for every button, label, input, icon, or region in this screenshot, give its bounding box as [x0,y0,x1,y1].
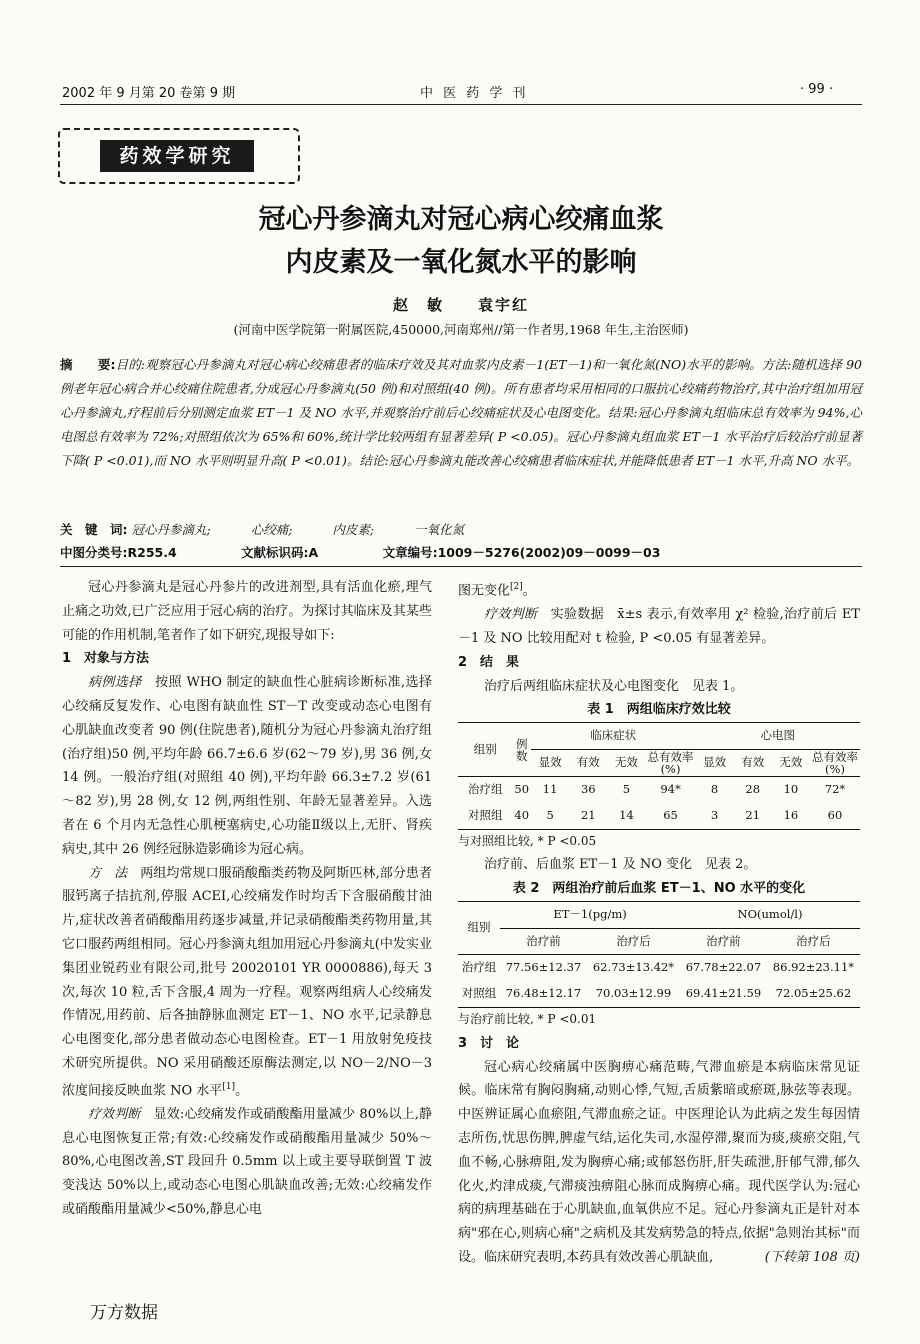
table-subheader: 有效 [576,755,600,769]
efficacy-label: 疗效判断 [88,1106,141,1122]
title-line-1: 冠心丹参滴丸对冠心病心绞痛血浆 [258,204,664,235]
method-paragraph: 方 法 两组均常规口服硝酸酯类药物及阿斯匹林,部分患者服钙离子拮抗剂,停服 ACEI,心绞痛发作时均舌下含服硝酸甘油片,症状改善者硝酸酯用药逐步减量,并记录硝酸酯类药物用量,其它口服药两组相同。冠心丹参滴丸组加用冠心丹参滴丸(中发实业集团业锐药业有限公司,批号 20020101 YR 0000886),每天 3 次,每次 10 粒,舌下含服,4 周为一疗程。观察两组病人心绞痛发作情况,用药前、后各抽静脉血测定 ET－1、NO 水平,记录静息心电图变化,部分患者做动态心电图检查。ET－1 用放射免疫技术研究所提供。NO 采用硝酸还原酶法测定,以 NO－2/NO－3 浓度间接反映血浆 NO 水平[1]。 [62,865,432,1099]
table-header: 例数 [512,723,531,777]
table1 [458,722,860,829]
wanfang-watermark: 万方数据 [90,1303,158,1323]
clc-number: 中图分类号:R255.4 [60,545,177,560]
table-subheader: 无效 [614,755,638,769]
table-row: 对照组 76.48±12.17 70.03±12.99 69.41±21.59 72.05±25.62 [458,981,860,1007]
table-subheader: 治疗前 [526,933,561,948]
method-label: 方 法 [88,865,128,881]
section-label: 药效学研究 [100,140,254,172]
abstract [60,353,862,473]
results-intro-2: 治疗前、后血浆 ET－1 及 NO 变化 见表 2。 [484,857,757,873]
keyword: 心绞痛; [250,522,293,537]
intro-paragraph: 冠心丹参滴丸是冠心丹参片的改进剂型,具有活血化瘀,理气止痛之功效,已广泛应用于冠心病的治疗。为探讨其临床及其某些可能的作用机制,笔者作了如下研究,现报导如下: [62,580,432,643]
table1-note: 与对照组比较, * P <0.05 [458,833,597,848]
header-rule [60,104,862,105]
case-selection-label: 病例选择 [88,675,142,691]
table2 [458,901,860,1008]
table-row: 对照组 40 5 21 14 65 3 21 16 60 [458,803,860,829]
statistics-paragraph: 疗效判断 实验数据 x̄±s 表示,有效率用 χ² 检验,治疗前后 ET－1 及 NO 比较用配对 t 检验, P <0.05 有显著差异。 [458,607,860,646]
table-row: 治疗组 50 11 36 5 94* 8 28 10 72* [467,781,846,796]
title-line-2: 内皮素及一氧化氮水平的影响 [285,247,637,278]
table-header: ET－1(pg/m) [500,901,680,928]
keywords-label: 关 键 词: [60,522,128,537]
table-subheader: 总有效率(%) [647,749,694,776]
table-subheader: 治疗前 [706,933,741,948]
heading-discussion: 3 讨 论 [458,1035,520,1051]
table2-caption: 表 2 两组治疗前后血浆 ET－1、NO 水平的变化 [512,881,806,897]
continued-note: (下转第 108 页) [764,1250,860,1266]
heading-results: 2 结 果 [458,654,520,670]
keyword: 冠心丹参滴丸; [131,522,211,537]
abstract-label: 摘 要: [60,357,116,372]
table-subheader: 治疗后 [796,933,831,948]
left-column [62,576,432,1222]
article-number: 文章编号:1009－5276(2002)09－0099－03 [382,545,661,560]
table-header: 临床症状 [531,723,695,750]
table-subheader: 有效 [741,755,765,769]
case-selection-paragraph: 病例选择 按照 WHO 制定的缺血性心脏病诊断标准,选择心绞痛反复发作、心电图有缺血性 ST－T 改变或动态心电图有心肌缺血改变者 90 例(住院患者),随机分为冠心丹参滴丸治疗组(治疗组)50 例,平均年龄 66.7±6.6 岁(62～79 岁),男 36 例,女 14 例。一般治疗组(对照组 40 例),平均年龄 66.3±7.2 岁(61～82 岁),男 28 例,女 12 例,两组性别、年龄无显著差异。入选者在 6 个月内无急性心肌梗塞病史,心功能Ⅱ级以上,无肝、肾疾病史,其中 26 例经冠脉造影确诊为冠心病。 [62,675,432,857]
discussion-paragraph: 冠心病心绞痛属中医胸痹心痛范畴,气滞血瘀是本病临床常见证候。临床常有胸闷胸痛,动则心悸,气短,舌质紫暗或瘀斑,脉弦等表现。中医辨证属心血瘀阻,气滞血瘀之证。中医理论认为此病之发生每因情志所伤,忧思伤脾,脾虚气结,运化失司,水湿停滞,聚而为痰,痰瘀交阻,气血不畅,心脉痹阻,发为胸痹心痛;或郁怒伤肝,肝失疏泄,肝郁气滞,郁久化火,灼津成痰,气滞痰浊痹阻心脉而成胸痹心痛。现代医学认为:冠心病的病理基础在于心肌缺血,血氧供应不足。冠心丹参滴丸正是针对本病"邪在心,则病心痛"之病机及其发病势急的特点,依据"急则治其标"而设。临床研究表明,本药具有效改善心肌缺血, (下转第 108 页) [458,1056,860,1270]
table-subheader: 显效 [538,755,562,769]
heading-methods: 1 对象与方法 [62,651,150,667]
table-subheader: 无效 [779,755,803,769]
affiliation: (河南中医学院第一附属医院,450000,河南郑州//第一作者男,1968 年生,主治医师) [233,322,689,337]
abstract-text: 目的:观察冠心丹参滴丸对冠心病心绞痛患者的临床疗效及其对血浆内皮素－1(ET－1)和一氧化氮(NO)水平的影响。方法:随机选择 90 例老年冠心病合并心绞痛住院患者,分成冠心丹参滴丸(50 例)和对照组(40 例)。所有患者均采用相同的口服抗心绞痛药物治疗,其中治疗组加用冠心丹参滴丸,疗程前后分别测定血浆 ET－1 及 NO 水平,并观察治疗前后心绞痛症状及心电图变化。结果:冠心丹参滴丸组临床总有效率为 94%,心电图总有效率为 72%;对照组依次为 65%和 60%,统计学比较两组有显著差异( P <0.05)。冠心丹参滴丸组血浆 ET－1 水平治疗后较治疗前显著下降( P <0.01),而 NO 水平则明显升高( P <0.01)。结论:冠心丹参滴丸能改善心绞痛患者临床症状,并能降低患者 ET－1 水平,升高 NO 水平。 [60,357,862,468]
keyword: 内皮素; [332,522,375,537]
table1-caption: 表 1 两组临床疗效比较 [587,702,731,718]
table-subheader: 总有效率(%) [812,749,858,776]
table-header: NO(umol/l) [680,901,860,928]
page-number: · 99 · [800,82,834,97]
journal-name: 中 医 药 学 刊 [420,86,529,101]
table2-note: 与治疗前比较, * P <0.01 [458,1012,597,1027]
table-subheader: 显效 [703,755,727,769]
citation: [1] [222,1081,236,1092]
citation: [2] [510,582,523,592]
abstract-rule [60,566,862,567]
journal-issue: 2002 年 9 月第 20 卷第 9 期 [62,86,236,101]
table-subheader: 治疗后 [616,933,651,948]
authors: 赵 敏 袁宇红 [392,296,529,314]
keyword: 一氧化氮 [414,522,465,537]
table-row: 治疗组 77.56±12.37 62.73±13.42* 67.78±22.07 86.92±23.11* [461,960,855,975]
right-column [458,576,860,1270]
results-intro-1: 治疗后两组临床症状及心电图变化 见表 1。 [484,678,744,694]
classification [60,543,862,561]
statistics-label: 疗效判断 [484,607,538,623]
continuation-text: 图无变化[2]。 [458,582,536,599]
table-header: 心电图 [696,723,860,750]
efficacy-criteria-paragraph: 疗效判断 显效:心绞痛发作或硝酸酯用量减少 80%以上,静息心电图恢复正常;有效:心绞痛发作或硝酸酯用量减少 50%～80%,心电图改善,ST 段回升 0.5mm 以上或主要导联倒置 T 波变浅达 50%以上,或动态心电图心肌缺血改善;无效:心绞痛发作或硝酸酯用量减少<50%,静息心电 [62,1106,432,1218]
table-header: 组别 [458,723,512,777]
keywords [60,520,862,538]
document-code: 文献标识码:A [241,545,319,560]
table-header: 组别 [458,901,500,955]
